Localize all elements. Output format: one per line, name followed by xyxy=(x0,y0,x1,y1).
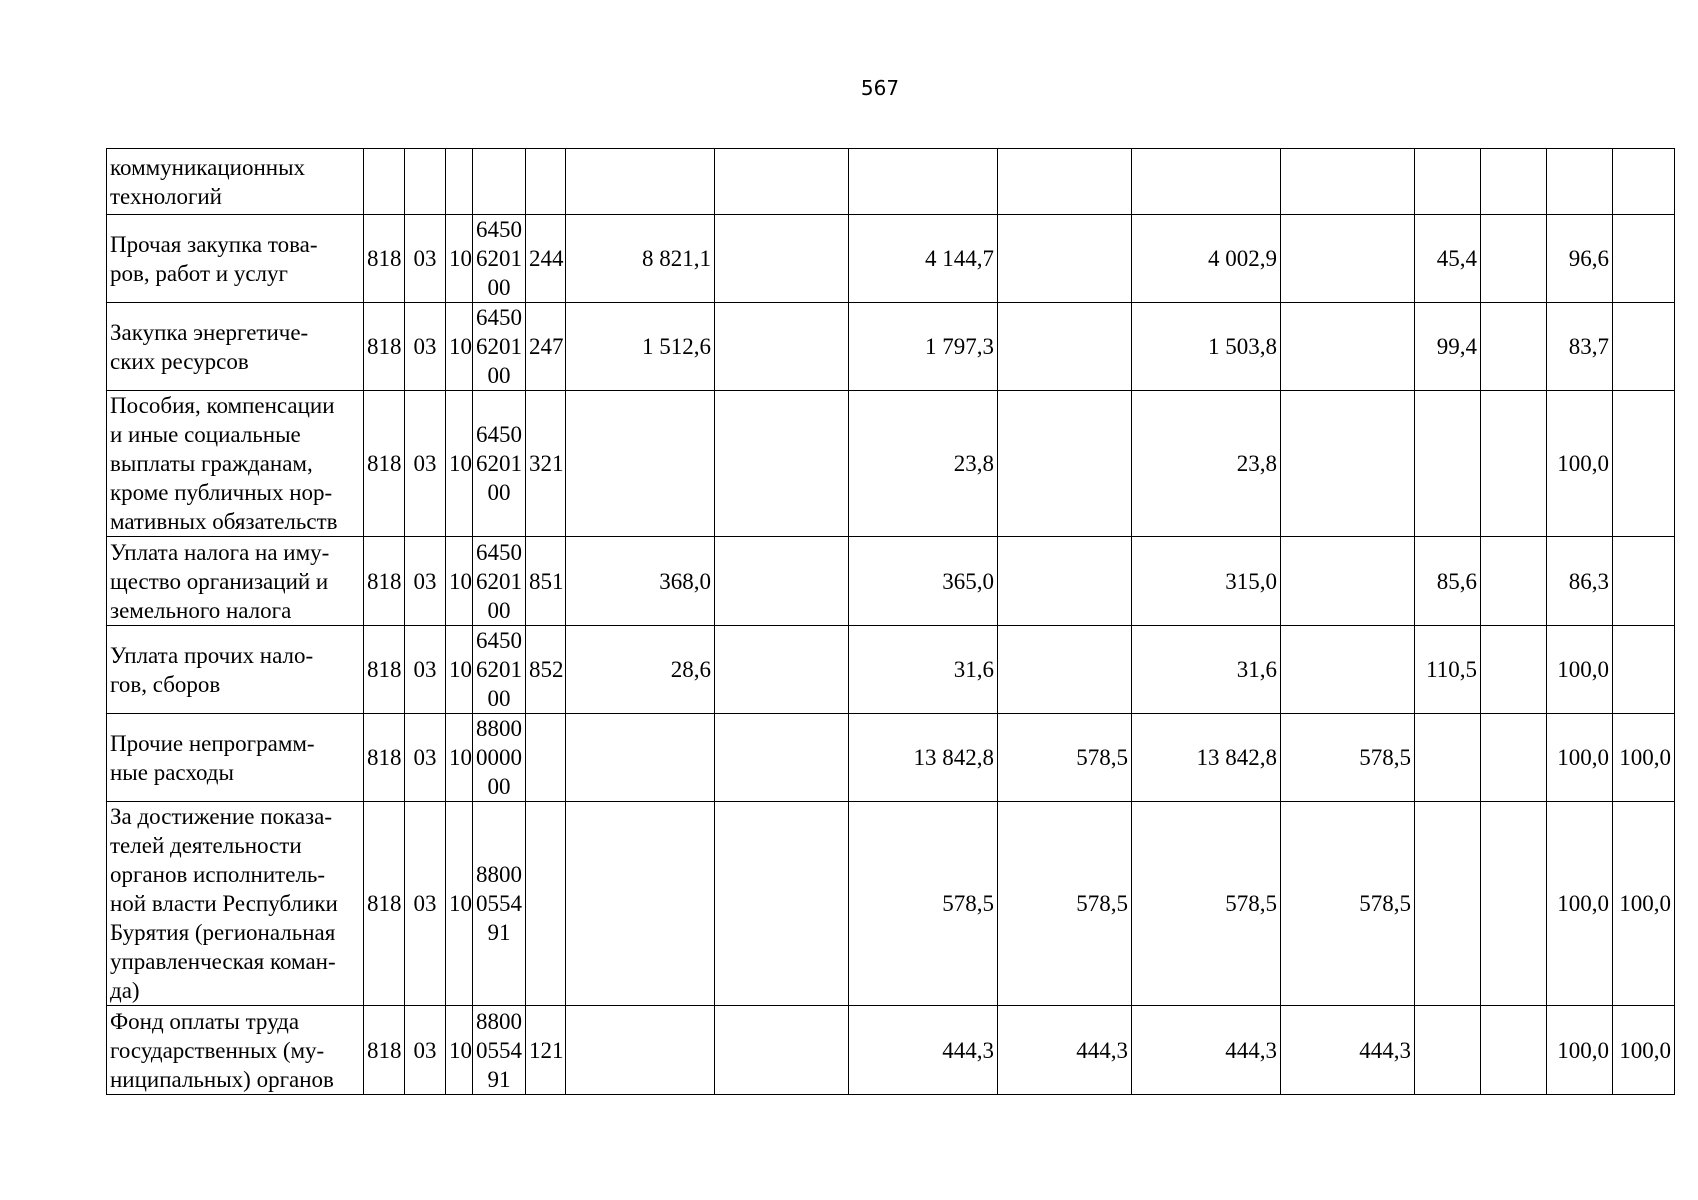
ministry-code: 818 xyxy=(364,391,405,537)
subsection-code: 10 xyxy=(446,626,473,714)
amount-col-1: 28,6 xyxy=(566,626,715,714)
percent-col-2: 100,0 xyxy=(1547,626,1613,714)
amount-col-6 xyxy=(1281,626,1415,714)
empty-cell xyxy=(1481,149,1547,215)
percent-col-2: 96,6 xyxy=(1547,215,1613,303)
amount-col-5: 578,5 xyxy=(1132,802,1281,1006)
amount-col-6 xyxy=(1281,537,1415,626)
table-row xyxy=(107,149,1675,215)
amount-col-4: 578,5 xyxy=(998,714,1132,802)
section-code: 03 xyxy=(405,215,446,303)
amount-col-3: 444,3 xyxy=(849,1006,998,1095)
amount-col-5: 444,3 xyxy=(1132,1006,1281,1095)
amount-col-5 xyxy=(1132,149,1281,215)
section-code: 03 xyxy=(405,303,446,391)
item-name: Уплата прочих нало- гов, сборов xyxy=(107,626,364,714)
section-code xyxy=(405,149,446,215)
amount-col-1 xyxy=(566,1006,715,1095)
percent-col-3 xyxy=(1613,149,1675,215)
expense-type-code: 852 xyxy=(526,626,566,714)
target-article-code: 6450 6201 00 xyxy=(473,215,526,303)
amount-col-4 xyxy=(998,303,1132,391)
ministry-code: 818 xyxy=(364,714,405,802)
amount-col-6: 578,5 xyxy=(1281,802,1415,1006)
amount-col-6: 444,3 xyxy=(1281,1006,1415,1095)
empty-cell xyxy=(1481,391,1547,537)
percent-col-2: 100,0 xyxy=(1547,1006,1613,1095)
subsection-code: 10 xyxy=(446,391,473,537)
percent-col-3: 100,0 xyxy=(1613,802,1675,1006)
amount-col-4 xyxy=(998,626,1132,714)
amount-col-5: 4 002,9 xyxy=(1132,215,1281,303)
percent-col-3 xyxy=(1613,215,1675,303)
percent-col-3: 100,0 xyxy=(1613,714,1675,802)
amount-col-4 xyxy=(998,149,1132,215)
percent-col-3 xyxy=(1613,626,1675,714)
subsection-code: 10 xyxy=(446,537,473,626)
target-article-code: 8800 0554 91 xyxy=(473,1006,526,1095)
percent-col-2: 86,3 xyxy=(1547,537,1613,626)
target-article-code: 6450 6201 00 xyxy=(473,303,526,391)
percent-col-2: 100,0 xyxy=(1547,714,1613,802)
table-row xyxy=(107,215,1675,303)
section-code: 03 xyxy=(405,391,446,537)
section-code: 03 xyxy=(405,626,446,714)
ministry-code xyxy=(364,149,405,215)
amount-col-3: 13 842,8 xyxy=(849,714,998,802)
percent-col-1 xyxy=(1415,1006,1481,1095)
subsection-code: 10 xyxy=(446,714,473,802)
percent-col-1 xyxy=(1415,714,1481,802)
ministry-code: 818 xyxy=(364,1006,405,1095)
amount-col-6 xyxy=(1281,391,1415,537)
expense-type-code xyxy=(526,149,566,215)
table-row xyxy=(107,303,1675,391)
amount-col-1 xyxy=(566,714,715,802)
percent-col-2: 100,0 xyxy=(1547,391,1613,537)
page-number: 567 xyxy=(860,76,900,100)
amount-col-6 xyxy=(1281,215,1415,303)
table-row xyxy=(107,391,1675,537)
amount-col-3: 365,0 xyxy=(849,537,998,626)
budget-table xyxy=(106,148,1675,1095)
amount-col-2 xyxy=(715,215,849,303)
item-name: Уплата налога на иму- щество организаций и земельного налога xyxy=(107,537,364,626)
ministry-code: 818 xyxy=(364,303,405,391)
table-row xyxy=(107,802,1675,1006)
amount-col-5: 23,8 xyxy=(1132,391,1281,537)
empty-cell xyxy=(1481,802,1547,1006)
item-name: За достижение показа- телей деятельности органов исполнитель- ной власти Республики Бурятия (региональная управленческая коман- да) xyxy=(107,802,364,1006)
percent-col-2: 83,7 xyxy=(1547,303,1613,391)
percent-col-3: 100,0 xyxy=(1613,1006,1675,1095)
target-article-code: 8800 0554 91 xyxy=(473,802,526,1006)
expense-type-code xyxy=(526,802,566,1006)
amount-col-4: 578,5 xyxy=(998,802,1132,1006)
table-row xyxy=(107,1006,1675,1095)
percent-col-2: 100,0 xyxy=(1547,802,1613,1006)
amount-col-1 xyxy=(566,802,715,1006)
amount-col-3: 31,6 xyxy=(849,626,998,714)
subsection-code: 10 xyxy=(446,215,473,303)
item-name: Закупка энергетиче- ских ресурсов xyxy=(107,303,364,391)
empty-cell xyxy=(1481,537,1547,626)
amount-col-4 xyxy=(998,215,1132,303)
amount-col-2 xyxy=(715,714,849,802)
ministry-code: 818 xyxy=(364,802,405,1006)
amount-col-6 xyxy=(1281,303,1415,391)
percent-col-1 xyxy=(1415,802,1481,1006)
section-code: 03 xyxy=(405,1006,446,1095)
empty-cell xyxy=(1481,1006,1547,1095)
amount-col-4: 444,3 xyxy=(998,1006,1132,1095)
amount-col-2 xyxy=(715,537,849,626)
amount-col-3: 1 797,3 xyxy=(849,303,998,391)
target-article-code: 8800 0000 00 xyxy=(473,714,526,802)
amount-col-3: 578,5 xyxy=(849,802,998,1006)
table-row xyxy=(107,626,1675,714)
amount-col-5: 13 842,8 xyxy=(1132,714,1281,802)
amount-col-2 xyxy=(715,391,849,537)
percent-col-1 xyxy=(1415,391,1481,537)
percent-col-1 xyxy=(1415,149,1481,215)
section-code: 03 xyxy=(405,537,446,626)
percent-col-1: 110,5 xyxy=(1415,626,1481,714)
expense-type-code: 121 xyxy=(526,1006,566,1095)
amount-col-6 xyxy=(1281,149,1415,215)
amount-col-5: 315,0 xyxy=(1132,537,1281,626)
subsection-code: 10 xyxy=(446,802,473,1006)
empty-cell xyxy=(1481,215,1547,303)
percent-col-2 xyxy=(1547,149,1613,215)
item-name: Пособия, компенсации и иные социальные выплаты гражданам, кроме публичных нор- мативных обязательств xyxy=(107,391,364,537)
target-article-code: 6450 6201 00 xyxy=(473,391,526,537)
ministry-code: 818 xyxy=(364,626,405,714)
target-article-code: 6450 6201 00 xyxy=(473,537,526,626)
target-article-code xyxy=(473,149,526,215)
item-name: Прочая закупка това- ров, работ и услуг xyxy=(107,215,364,303)
amount-col-4 xyxy=(998,537,1132,626)
item-name: коммуникационных технологий xyxy=(107,149,364,215)
subsection-code xyxy=(446,149,473,215)
amount-col-2 xyxy=(715,149,849,215)
percent-col-1: 99,4 xyxy=(1415,303,1481,391)
amount-col-2 xyxy=(715,802,849,1006)
percent-col-1: 85,6 xyxy=(1415,537,1481,626)
empty-cell xyxy=(1481,626,1547,714)
percent-col-3 xyxy=(1613,303,1675,391)
item-name: Прочие непрограмм- ные расходы xyxy=(107,714,364,802)
expense-type-code: 244 xyxy=(526,215,566,303)
percent-col-3 xyxy=(1613,391,1675,537)
amount-col-3 xyxy=(849,149,998,215)
amount-col-1: 8 821,1 xyxy=(566,215,715,303)
item-name: Фонд оплаты труда государственных (му- ниципальных) органов xyxy=(107,1006,364,1095)
amount-col-2 xyxy=(715,1006,849,1095)
ministry-code: 818 xyxy=(364,215,405,303)
amount-col-5: 31,6 xyxy=(1132,626,1281,714)
amount-col-1 xyxy=(566,391,715,537)
amount-col-1: 368,0 xyxy=(566,537,715,626)
amount-col-2 xyxy=(715,303,849,391)
subsection-code: 10 xyxy=(446,303,473,391)
target-article-code: 6450 6201 00 xyxy=(473,626,526,714)
empty-cell xyxy=(1481,714,1547,802)
section-code: 03 xyxy=(405,714,446,802)
amount-col-1: 1 512,6 xyxy=(566,303,715,391)
amount-col-2 xyxy=(715,626,849,714)
amount-col-3: 4 144,7 xyxy=(849,215,998,303)
amount-col-4 xyxy=(998,391,1132,537)
expense-type-code xyxy=(526,714,566,802)
table-row xyxy=(107,537,1675,626)
expense-type-code: 247 xyxy=(526,303,566,391)
expense-type-code: 851 xyxy=(526,537,566,626)
empty-cell xyxy=(1481,303,1547,391)
subsection-code: 10 xyxy=(446,1006,473,1095)
percent-col-3 xyxy=(1613,537,1675,626)
amount-col-6: 578,5 xyxy=(1281,714,1415,802)
expense-type-code: 321 xyxy=(526,391,566,537)
table-row xyxy=(107,714,1675,802)
ministry-code: 818 xyxy=(364,537,405,626)
percent-col-1: 45,4 xyxy=(1415,215,1481,303)
amount-col-5: 1 503,8 xyxy=(1132,303,1281,391)
amount-col-1 xyxy=(566,149,715,215)
amount-col-3: 23,8 xyxy=(849,391,998,537)
section-code: 03 xyxy=(405,802,446,1006)
